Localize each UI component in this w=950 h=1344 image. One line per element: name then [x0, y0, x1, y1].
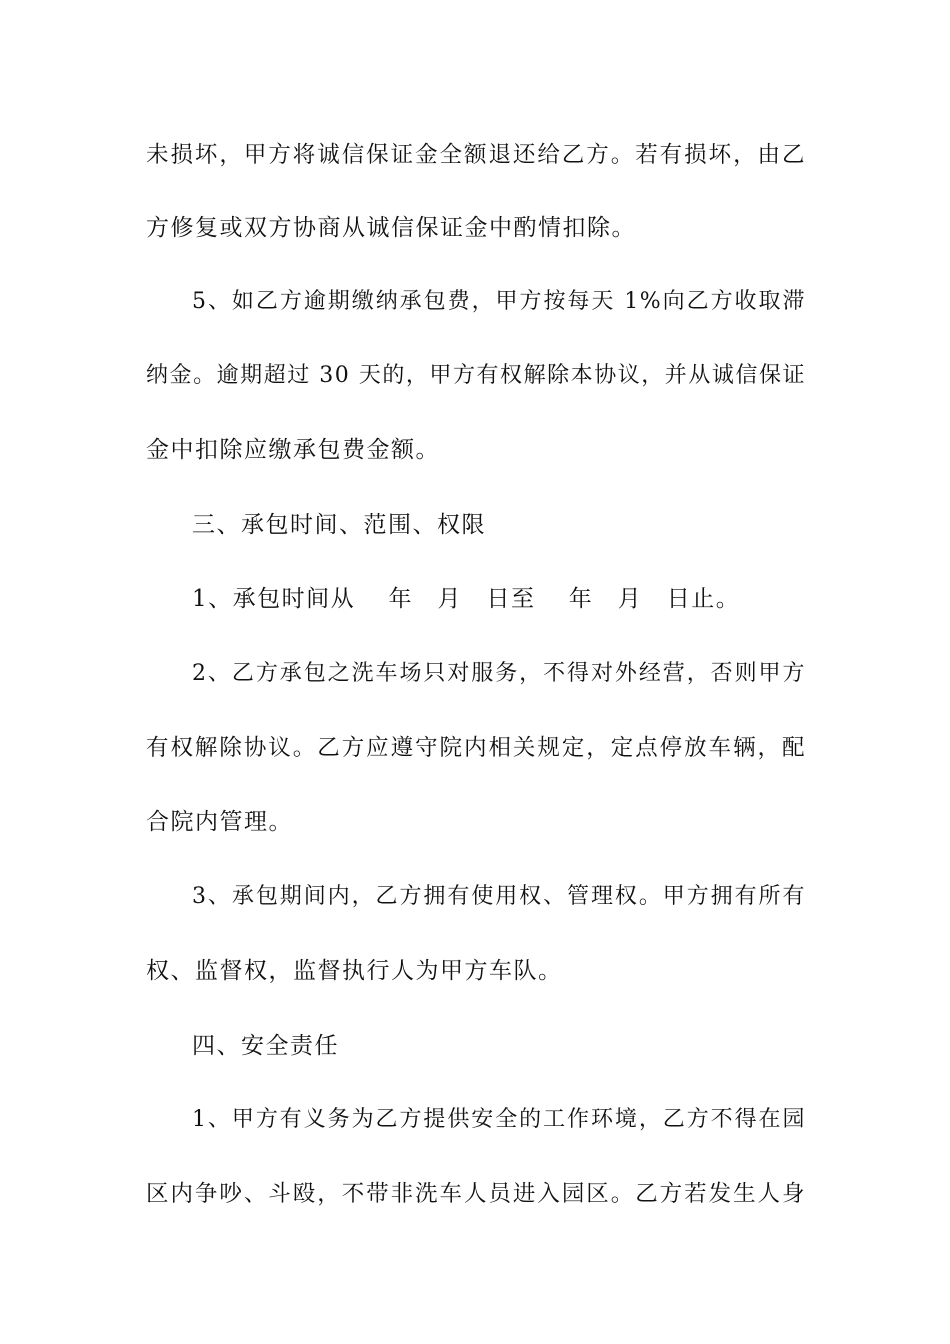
paragraph-line: 合院内管理。 [146, 809, 293, 835]
paragraph-line: 2、乙方承包之洗车场只对服务，不得对外经营，否则甲方 [192, 661, 806, 686]
paragraph-line: 金中扣除应缴承包费金额。 [146, 437, 440, 463]
paragraph-line: 1、承包时间从 年 月 日至 年 月 日止。 [192, 586, 741, 612]
paragraph-line: 未损坏，甲方将诚信保证金全额退还给乙方。若有损坏，由乙 [146, 142, 806, 168]
paragraph-line: 有权解除协议。乙方应遵守院内相关规定，定点停放车辆，配 [146, 735, 806, 761]
paragraph-line: 方修复或双方协商从诚信保证金中酌情扣除。 [146, 215, 636, 241]
section-heading: 四、安全责任 [192, 1033, 339, 1059]
paragraph-line: 5、如乙方逾期缴纳承包费，甲方按每天 1%向乙方收取滞 [192, 289, 806, 314]
paragraph-line: 3、承包期间内，乙方拥有使用权、管理权。甲方拥有所有 [192, 884, 806, 909]
paragraph-line: 纳金。逾期超过 30 天的，甲方有权解除本协议，并从诚信保证 [146, 363, 806, 388]
paragraph-line: 1、甲方有义务为乙方提供安全的工作环境，乙方不得在园 [192, 1107, 806, 1132]
paragraph-line: 区内争吵、斗殴，不带非洗车人员进入园区。乙方若发生人身 [146, 1181, 806, 1207]
section-heading: 三、承包时间、范围、权限 [192, 512, 486, 538]
paragraph-line: 权、监督权，监督执行人为甲方车队。 [146, 958, 563, 984]
